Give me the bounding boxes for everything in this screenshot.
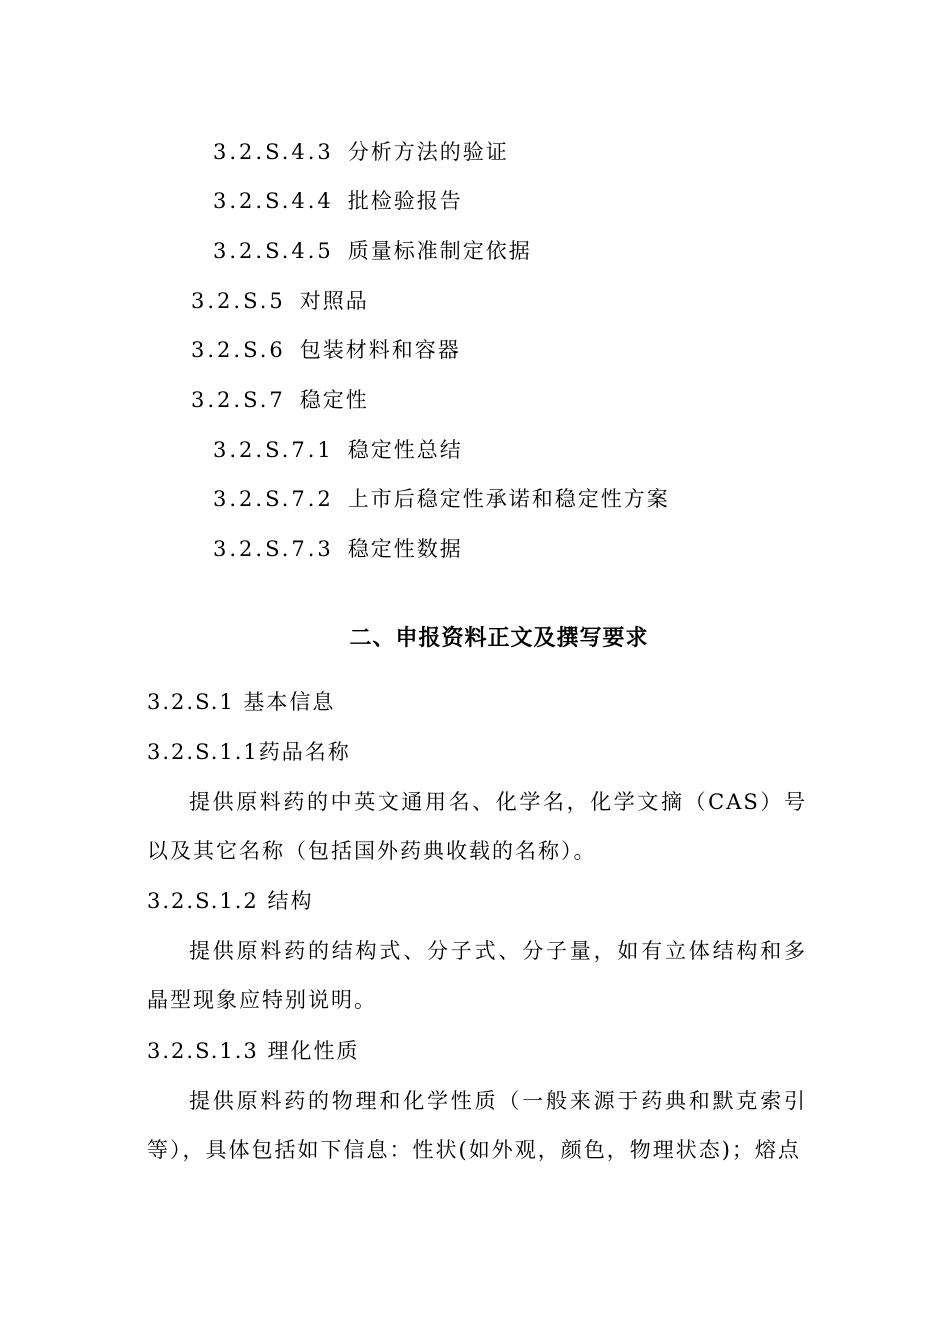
toc-item-title: 分析方法的验证 <box>347 140 509 164</box>
toc-item-number: 3.2.S.7.3 <box>213 537 334 561</box>
section-heading: 二、申报资料正文及撰写要求 <box>349 626 649 651</box>
subsection-heading: 3.2.S.1.3 理化性质 <box>147 1039 360 1063</box>
toc-item <box>213 437 463 463</box>
paragraph: 提供原料药的中英文通用名、化学名，化学文摘（CAS）号以及其它名称（包括国外药典收载的名称）。 <box>147 790 807 863</box>
paragraph: 提供原料药的物理和化学性质（一般来源于药典和默克索引等），具体包括如下信息：性状(如外观，颜色，物理状态)；熔点 <box>147 1089 807 1162</box>
toc-item-title: 稳定性数据 <box>347 537 463 561</box>
toc-item <box>191 387 369 413</box>
toc-item-number: 3.2.S.4.5 <box>213 239 334 263</box>
toc-item <box>191 337 461 363</box>
toc-item-number: 3.2.S.4.3 <box>213 140 334 164</box>
toc-item-title: 稳定性 <box>299 388 369 412</box>
toc-item <box>213 139 509 165</box>
toc-item-title: 包装材料和容器 <box>299 338 461 362</box>
toc-item-number: 3.2.S.4.4 <box>213 189 334 213</box>
toc-item-number: 3.2.S.6 <box>191 338 286 362</box>
toc-item-number: 3.2.S.7 <box>191 388 286 412</box>
subsection-heading: 3.2.S.1 基本信息 <box>147 690 336 714</box>
paragraph: 提供原料药的结构式、分子式、分子量，如有立体结构和多晶型现象应特别说明。 <box>147 939 807 1012</box>
toc-item-title: 稳定性总结 <box>347 438 463 462</box>
toc-item <box>213 486 670 512</box>
toc-item-number: 3.2.S.7.1 <box>213 438 334 462</box>
toc-item-number: 3.2.S.7.2 <box>213 487 334 511</box>
toc-item <box>213 536 463 562</box>
toc-item-title: 批检验报告 <box>347 189 463 213</box>
toc-item-title: 质量标准制定依据 <box>347 239 532 263</box>
toc-item-title: 上市后稳定性承诺和稳定性方案 <box>347 487 670 511</box>
toc-item-title: 对照品 <box>299 289 369 313</box>
toc-item <box>213 188 463 214</box>
toc-item <box>191 288 369 314</box>
subsection-heading: 3.2.S.1.2 结构 <box>147 889 314 913</box>
toc-item <box>213 238 532 264</box>
subsection-heading: 3.2.S.1.1药品名称 <box>147 740 351 764</box>
toc-item-number: 3.2.S.5 <box>191 289 286 313</box>
